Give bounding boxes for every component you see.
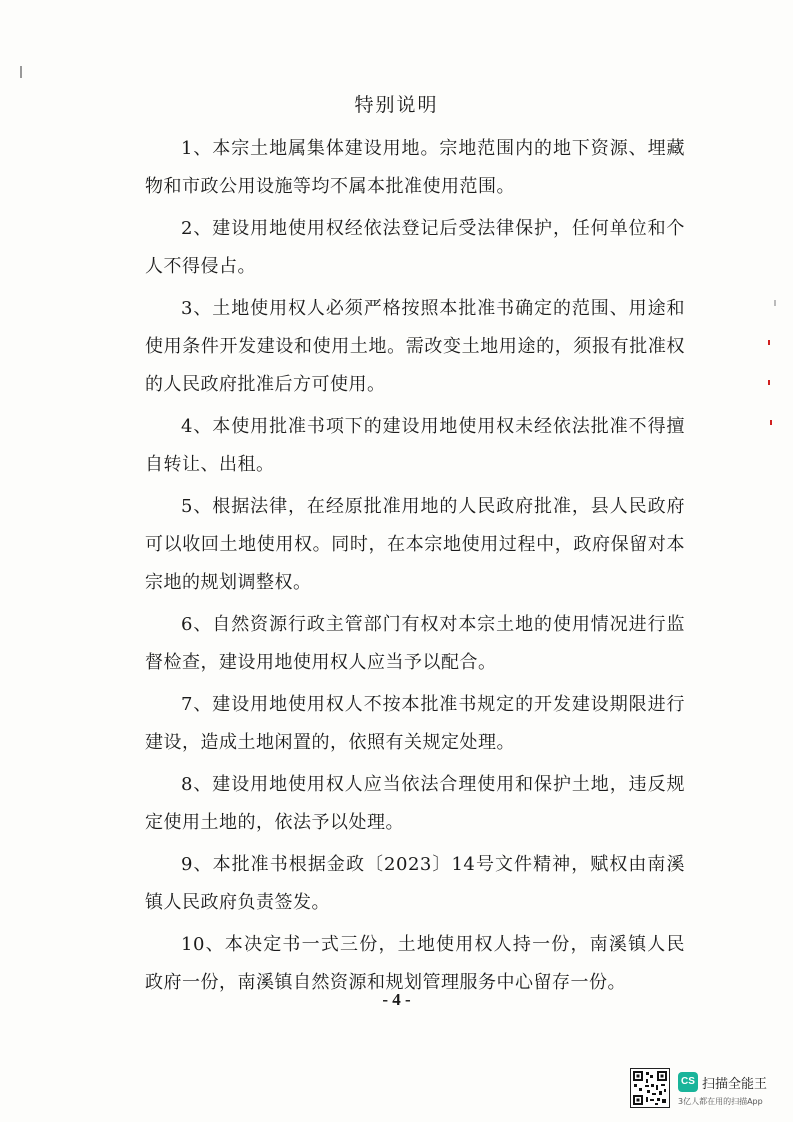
scan-edge-mark (20, 66, 22, 78)
note-paragraph: 9、本批准书根据金政〔2023〕14号文件精神，赋权由南溪镇人民政府负责签发。 (145, 854, 685, 913)
note-paragraph: 2、建设用地使用权经依法登记后受法律保护，任何单位和个人不得侵占。 (145, 218, 685, 277)
note-paragraph: 10、本决定书一式三份，土地使用权人持一份，南溪镇人民政府一份，南溪镇自然资源和规划管理服务中心留存一份。 (145, 934, 685, 993)
notes-body (145, 130, 685, 1006)
note-paragraph: 6、自然资源行政主管部门有权对本宗土地的使用情况进行监督检查，建设用地使用权人应当予以配合。 (145, 614, 685, 673)
note-paragraph: 8、建设用地使用权人应当依法合理使用和保护土地，违反规定使用土地的，依法予以处理。 (145, 774, 685, 833)
scanner-app-name: 扫描全能王 (702, 1077, 768, 1092)
scan-edge-mark (774, 300, 776, 306)
page-number: - 4 - (382, 990, 411, 1009)
margin-mark (768, 340, 770, 345)
note-paragraph: 4、本使用批准书项下的建设用地使用权未经依法批准不得擅自转让、出租。 (145, 416, 685, 475)
margin-mark (770, 420, 772, 425)
note-paragraph: 7、建设用地使用权人不按本批准书规定的开发建设期限进行建设，造成土地闲置的，依照有关规定处理。 (145, 694, 685, 753)
qr-code-icon (630, 1068, 670, 1108)
note-paragraph: 5、根据法律，在经原批准用地的人民政府批准，县人民政府可以收回土地使用权。同时，在本宗地使用过程中，政府保留对本宗地的规划调整权。 (145, 496, 685, 593)
margin-mark (768, 380, 770, 385)
scanner-watermark (630, 1068, 790, 1114)
note-paragraph: 3、土地使用权人必须严格按照本批准书确定的范围、用途和使用条件开发建设和使用土地。需改变土地用途的，须报有批准权的人民政府批准后方可使用。 (145, 298, 685, 395)
page-title: 特别说明 (354, 94, 439, 116)
note-paragraph: 1、本宗土地属集体建设用地。宗地范围内的地下资源、埋藏物和市政公用设施等均不属本批准使用范围。 (145, 138, 685, 197)
scanner-tagline: 3亿人都在用的扫描App (678, 1097, 763, 1106)
camscanner-logo: CS (678, 1072, 698, 1092)
